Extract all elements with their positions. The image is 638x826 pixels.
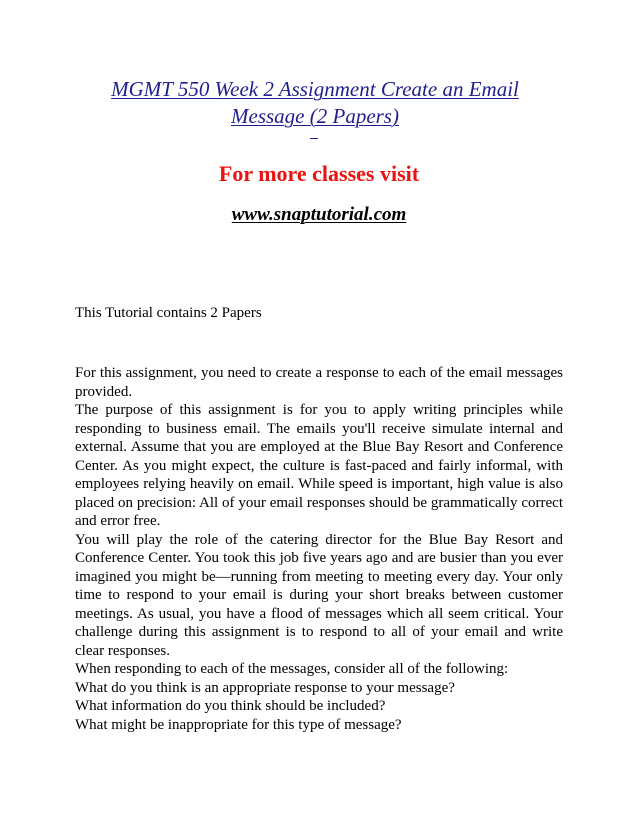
website-link[interactable]: www.snaptutorial.com (231, 204, 407, 225)
question-information: What information do you think should be included? (75, 698, 386, 714)
document-title (60, 76, 570, 130)
title-line-1[interactable]: MGMT 550 Week 2 Assignment Create an Email (111, 77, 519, 101)
tutorial-contents-note: This Tutorial contains 2 Papers (75, 305, 262, 321)
paragraph-purpose: The purpose of this assignment is for you to apply writing principles while responding to business email. The emails you'll receive simulate internal and external. Assume that you are employed at the Blue Bay Resort and Conference Center. As you might expect, the culture is fast-paced and fairly informal, with employees relying heavily on email. While speed is important, high value is also placed on precision: All of your email responses should be grammatically correct and error free. (75, 402, 563, 529)
question-appropriate-response: What do you think is an appropriate response to your message? (75, 679, 455, 696)
assignment-body (75, 364, 563, 734)
question-inappropriate: What might be inappropriate for this type of message? (75, 716, 402, 733)
promo-heading: For more classes visit (218, 161, 420, 186)
website-link-container (0, 203, 638, 227)
paragraph-consider: When responding to each of the messages, consider all of the following: (75, 661, 509, 677)
title-underline-fragment (310, 138, 318, 139)
paragraph-assignment: For this assignment, you need to create a response to each of the email messages provided. (75, 365, 563, 400)
title-line-2[interactable]: Message (2 Papers) (231, 104, 399, 128)
paragraph-role: You will play the role of the catering director for the Blue Bay Resort and Conference Center. You took this job five years ago and are busier than you ever imagined you might be—running from meeting to meeting every day. Your only time to respond to your email is during your short breaks between customer meetings. As usual, you have a flood of messages which all seem critical. Your challenge during this assignment is to respond to all of your email and write clear responses. (75, 531, 563, 659)
